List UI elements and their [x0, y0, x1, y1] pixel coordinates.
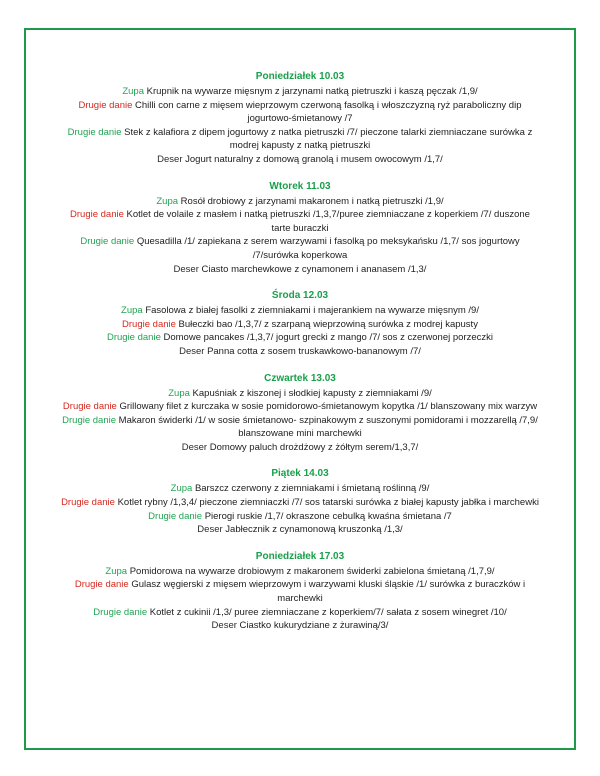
menu-item: [55, 126, 545, 153]
dish-description: Makaron świderki /1/ w sosie śmietanowo- szpinakowym z suszonymi pomidorami i mozzarellą /7,9/ blanszowane mini marchewki: [118, 414, 538, 440]
menu-item: [55, 482, 545, 496]
menu-item: [55, 195, 545, 209]
course-label: Drugie danie: [78, 99, 133, 111]
dish-description: Kapuśniak z kiszonej i słodkiej kapusty z ziemniakami /9/: [192, 387, 432, 399]
course-label: Zupa: [122, 86, 144, 97]
menu-item: [55, 263, 545, 277]
menu-item: [55, 235, 545, 262]
course-label: Deser: [211, 620, 237, 632]
day-title: Piątek 14.03: [271, 468, 329, 480]
menu-item: [55, 619, 545, 633]
day-section: [55, 467, 545, 536]
day-section: [55, 372, 545, 455]
day-section: [55, 70, 545, 167]
course-label: Drugie danie: [67, 126, 122, 138]
menu-item: [55, 99, 545, 126]
dish-description: Ciasto marchewkowe z cynamonem i ananasem /1,3/: [201, 263, 427, 275]
dish-description: Kotlet rybny /1,3,4/ pieczone ziemniaczki /7/ sos tatarski surówka z białej kapusty jabłka i marchewki: [117, 497, 539, 509]
dish-description: Chilli con carne z mięsem wieprzowym czerwoną fasolką i włoszczyzną ryż paraboliczny dip jogurtowo-śmietanowy /7: [135, 99, 522, 125]
dish-description: Bułeczki bao /1,3,7/ z szarpaną wieprzowiną surówka z modrej kapusty: [178, 318, 478, 330]
day-title: Środa 12.03: [271, 290, 329, 302]
course-label: Drugie danie: [62, 401, 117, 413]
day-section: [55, 550, 545, 633]
menu-item: [55, 496, 545, 510]
dish-description: Domowe pancakes /1,3,7/ jogurt grecki z mango /7/ sos z czerwonej porzeczki: [163, 332, 493, 344]
dish-description: Gulasz węgierski z mięsem wieprzowym i warzywami kluski śląskie /1/ surówka z buraczków i marchewki: [131, 579, 526, 605]
dish-description: Pomidorowa na wywarze drobiowym z makaronem świderki zabielona śmietaną /1,7,9/: [129, 565, 495, 577]
dish-description: Kotlet de volaile z masłem i natką pietruszki /1,3,7/puree ziemniaczane z koperkiem /7/ duszone tarte buraczki: [126, 209, 530, 234]
day-title: Wtorek 11.03: [269, 180, 331, 192]
course-label: Zupa: [121, 305, 143, 317]
day-title: Czwartek 13.03: [264, 372, 336, 384]
course-label: Drugie danie: [80, 236, 135, 248]
menu-item: [55, 400, 545, 414]
dish-description: Grillowany filet z kurczaka w sosie pomidorowo-śmietanowym kopytka /1/ blanszowany mix warzyw: [119, 401, 538, 413]
course-label: Deser: [181, 441, 208, 453]
menu-item: [55, 331, 545, 345]
dish-description: Ciastko kukurydziane z żurawiną/3/: [239, 620, 389, 632]
menu-item: [55, 578, 545, 605]
course-label: Drugie danie: [74, 579, 129, 591]
course-label: Drugie danie: [106, 332, 161, 344]
menu-item: [55, 441, 545, 455]
menu-item: [55, 304, 545, 318]
course-label: Deser: [197, 524, 223, 536]
dish-description: Jogurt naturalny z domową granolą i musem owocowym /1,7/: [185, 153, 443, 165]
course-label: Zupa: [156, 195, 179, 207]
day-section: [55, 180, 545, 277]
dish-description: Pierogi ruskie /1,7/ okraszone cebulką kwaśna śmietana /7: [204, 510, 452, 522]
menu-item: [55, 565, 545, 579]
course-label: Zupa: [105, 565, 128, 577]
dish-description: Jabłecznik z cynamonową kruszonką /1,3/: [225, 524, 403, 536]
menu-item: [55, 414, 545, 441]
dish-description: Kotlet z cukinii /1,3/ puree ziemniaczane z koperkiem/7/ sałata z sosem winegret /10/: [149, 606, 507, 618]
course-label: Deser: [173, 263, 199, 275]
menu-item: [55, 345, 545, 359]
day-section: [55, 289, 545, 358]
menu-item: [55, 606, 545, 620]
course-label: Deser: [179, 345, 205, 357]
day-title: Poniedziałek 17.03: [255, 550, 345, 562]
menu-item: [55, 523, 545, 537]
course-label: Zupa: [170, 483, 193, 495]
course-label: Drugie danie: [61, 497, 115, 509]
menu-item: [55, 510, 545, 524]
dish-description: Krupnik na wywarze mięsnym z jarzynami natką pietruszki i kaszą pęczak /1,9/: [146, 86, 478, 97]
dish-description: Rosół drobiowy z jarzynami makaronem i natką pietruszki /1,9/: [180, 195, 444, 207]
course-label: Zupa: [168, 387, 190, 399]
weekly-menu: [55, 70, 545, 646]
course-label: Drugie danie: [70, 209, 124, 221]
course-label: Drugie danie: [93, 606, 148, 618]
course-label: Drugie danie: [122, 318, 176, 330]
course-label: Deser: [157, 153, 183, 165]
dish-description: Domowy paluch drożdżowy z żółtym serem/1,3,7/: [209, 441, 419, 453]
dish-description: Stek z kalafiora z dipem jogurtowy z natka pietruszki /7/ pieczone talarki ziemniaczane surówka z modrej kapusty z natką pietruszki: [124, 126, 533, 152]
course-label: Drugie danie: [62, 414, 117, 426]
menu-item: [55, 387, 545, 401]
dish-description: Fasolowa z białej fasolki z ziemniakami i majerankiem na wywarze mięsnym /9/: [145, 305, 479, 317]
menu-item: [55, 85, 545, 99]
day-title: Poniedziałek 10.03: [255, 71, 345, 82]
course-label: Drugie danie: [148, 510, 203, 522]
menu-item: [55, 208, 545, 235]
dish-description: Barszcz czerwony z ziemniakami i śmietaną roślinną /9/: [194, 483, 430, 495]
menu-item: [55, 318, 545, 332]
dish-description: Quesadilla /1/ zapiekana z serem warzywami i fasolką po meksykańsku /1,7/ sos jogurtowy /7/surówka koperkowa: [136, 236, 520, 261]
menu-item: [55, 153, 545, 167]
dish-description: Panna cotta z sosem truskawkowo-bananowym /7/: [207, 345, 421, 357]
